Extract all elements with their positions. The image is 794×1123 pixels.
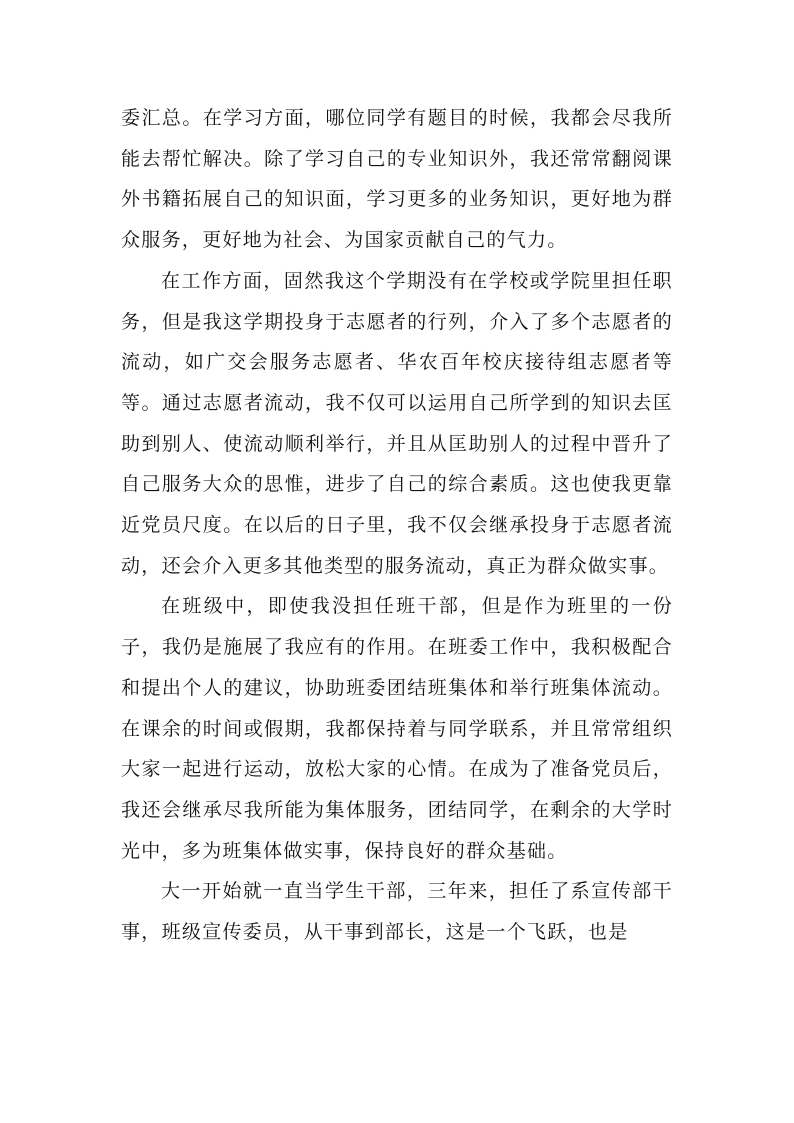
paragraph-continued: 委汇总。在学习方面，哪位同学有题目的时候，我都会尽我所能去帮忙解决。除了学习自己的专业知识外，我还常常翻阅课外书籍拓展自己的知识面，学习更多的业务知识，更好地为群众服务，更好地为社会、为国家贡献自己的气力。: [121, 107, 673, 252]
paragraph-cadre: 大一开始就一直当学生干部，三年来，担任了系宣传部干事，班级宣传委员，从干事到部长，这是一个飞跃，也是: [121, 880, 673, 944]
paragraph-class: 在班级中，即使我没担任班干部，但是作为班里的一份子，我仍是施展了我应有的作用。在班委工作中，我积极配合和提出个人的建议，协助班委团结班集体和举行班集体流动。在课余的时间或假期，我都保持着与同学联系，并且常常组织大家一起进行运动，放松大家的心情。在成为了准备党员后，我还会继承尽我所能为集体服务，团结同学，在剩余的大学时光中，多为班集体做实事，保持良好的群众基础。: [121, 595, 673, 862]
body-text: [121, 98, 673, 953]
paragraph-work: 在工作方面，固然我这个学期没有在学校或学院里担任职务，但是我这学期投身于志愿者的行列，介入了多个志愿者的流动，如广交会服务志愿者、华农百年校庆接待组志愿者等等。通过志愿者流动，我不仅可以运用自己所学到的知识去匡助到别人、使流动顺利举行，并且从匡助别人的过程中晋升了自己服务大众的思惟，进步了自己的综合素质。这也使我更靠近党员尺度。在以后的日子里，我不仅会继承投身于志愿者流动，还会介入更多其他类型的服务流动，真正为群众做实事。: [121, 269, 673, 577]
